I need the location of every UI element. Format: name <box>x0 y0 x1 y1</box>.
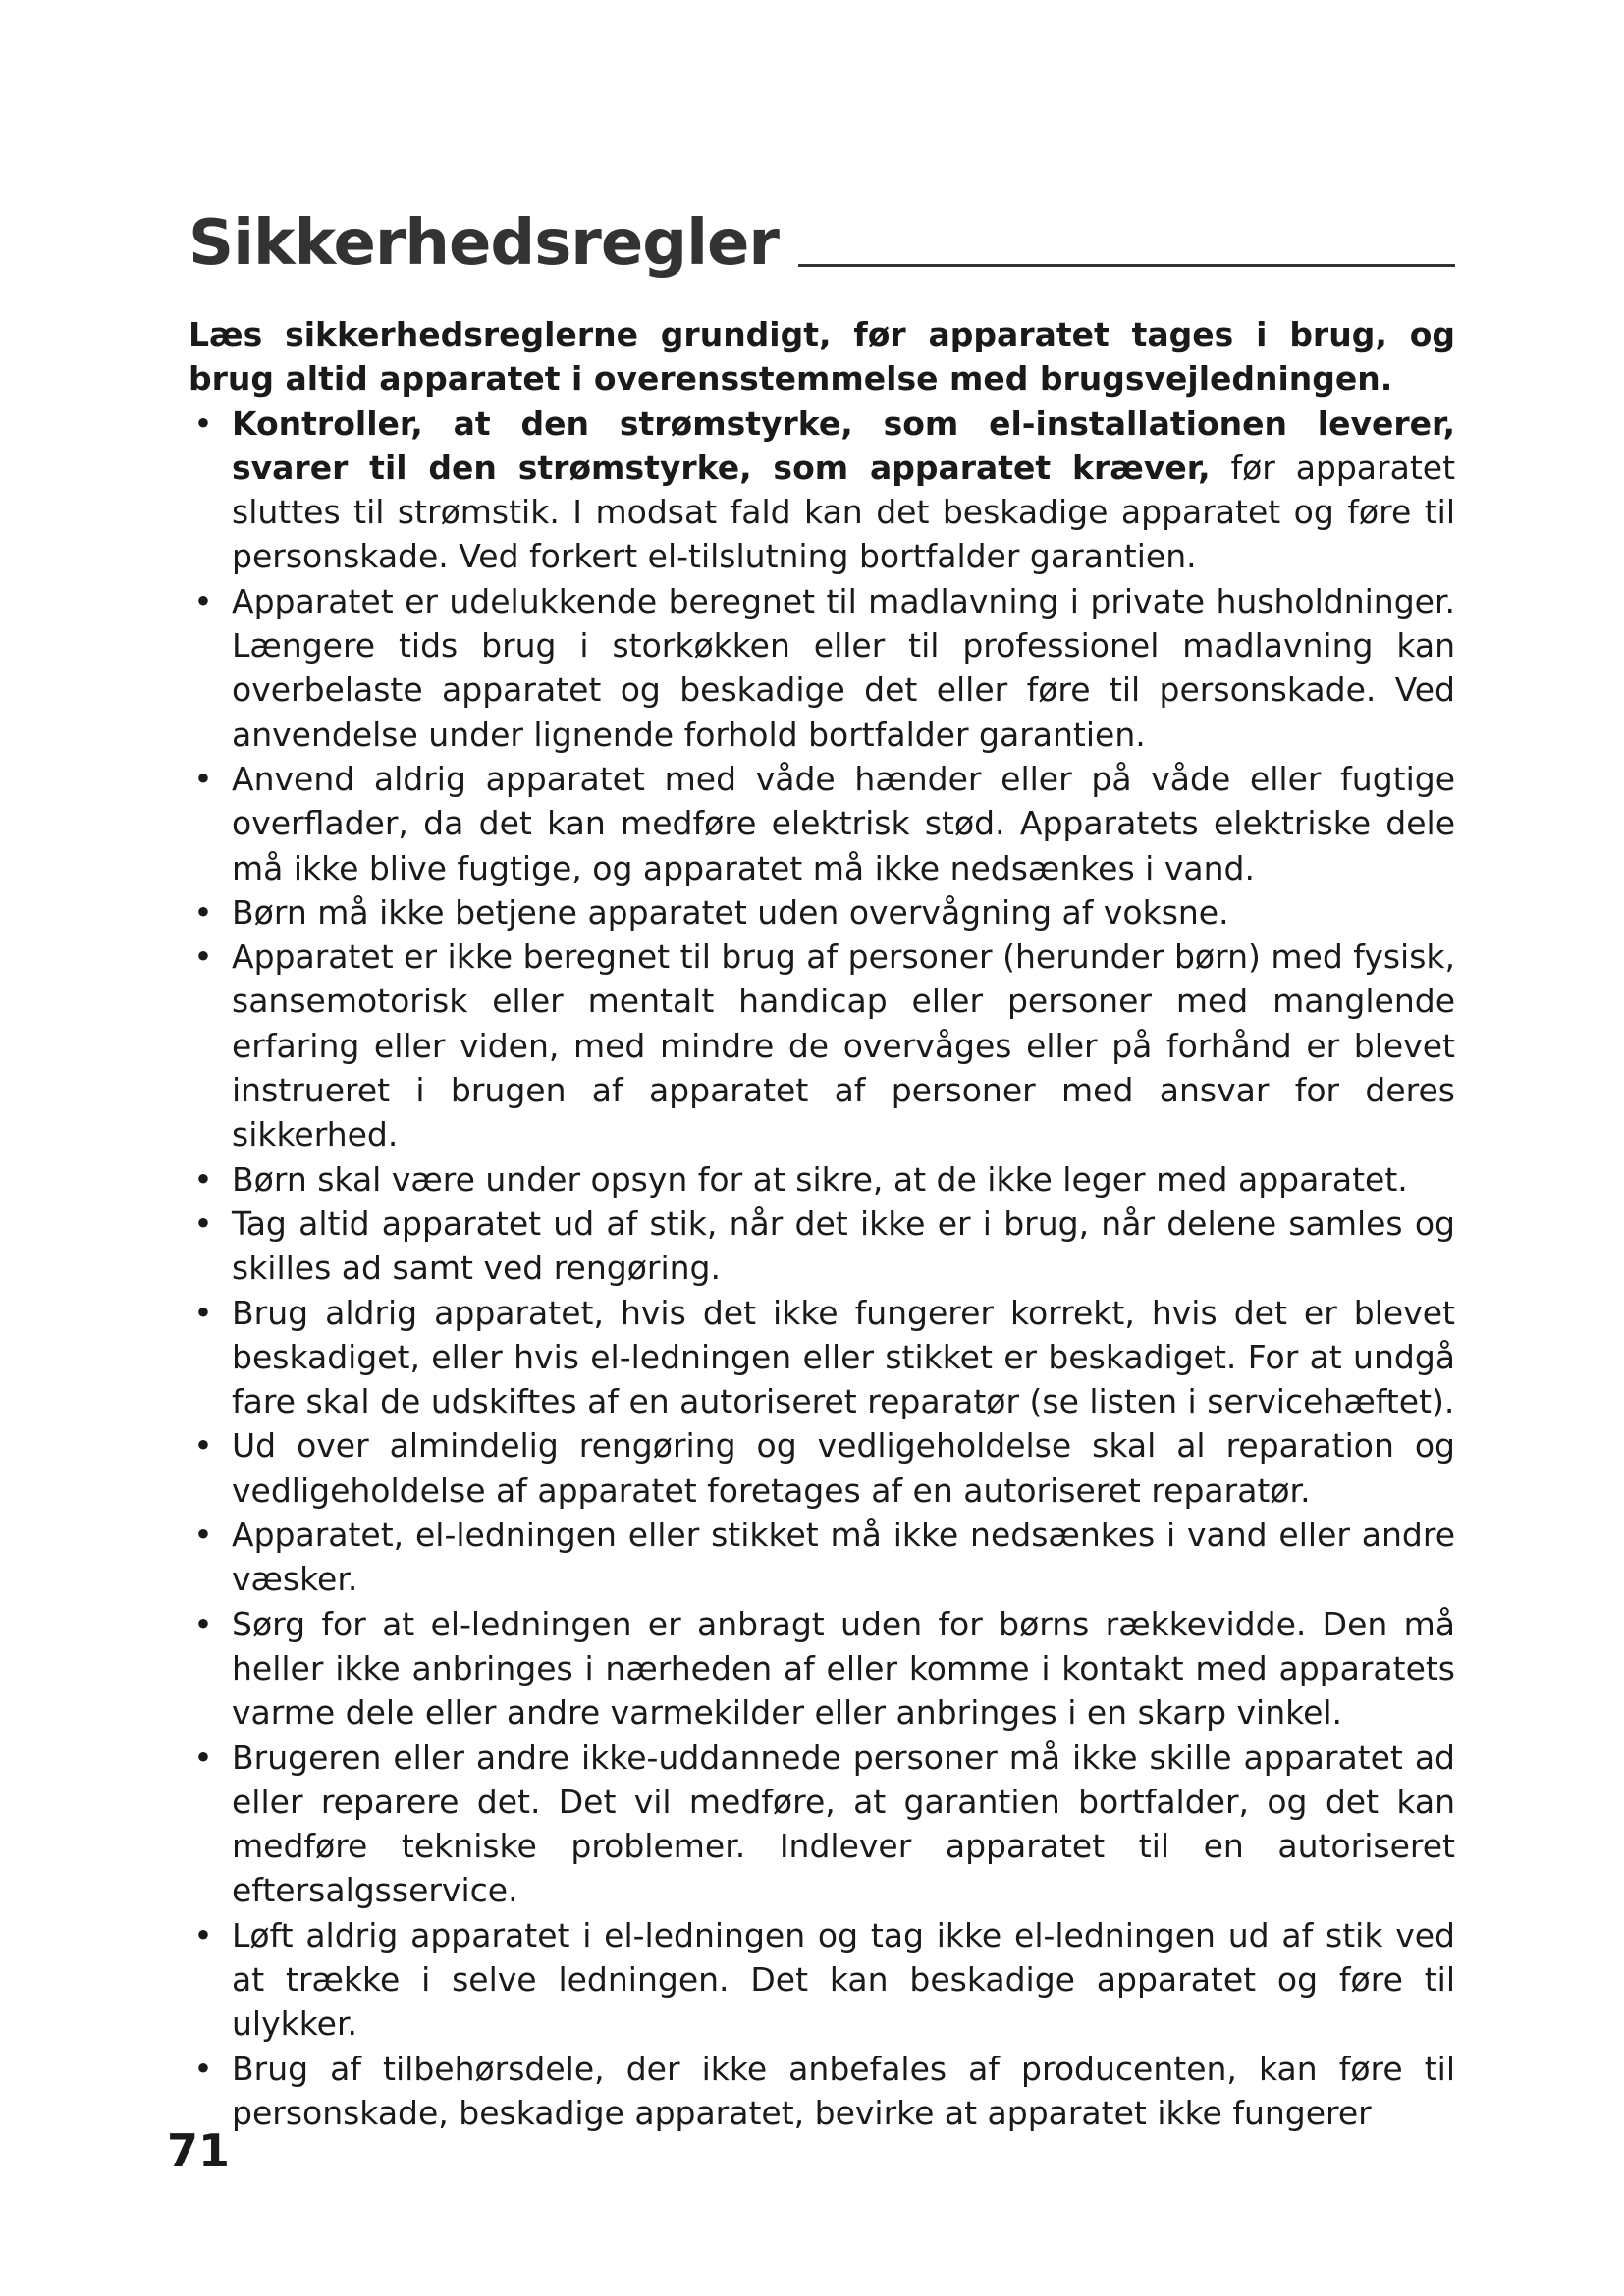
bullet-icon: • <box>193 1737 213 1777</box>
safety-rule-item <box>189 1423 1455 1513</box>
safety-rule-item <box>189 1735 1455 1913</box>
safety-rule-item <box>189 1291 1455 1424</box>
bullet-icon: • <box>193 1516 213 1555</box>
safety-rule-item <box>189 2047 1455 2136</box>
rule-text: Løft aldrig apparatet i el-ledningen og tag ikke el-ledningen ud af stik ved at trække i selve ledningen. Det kan beskadige apparatet og føre til ulykker. <box>232 1915 1455 2044</box>
rule-text: Tag altid apparatet ud af stik, når det ikke er i brug, når delene samles og skilles ad samt ved rengøring. <box>232 1203 1455 1288</box>
rule-text: Sørg for at el-ledningen er anbragt uden for børns rækkevidde. Den må heller ikke anbringes i nærheden af eller komme i kontakt med apparatets varme dele eller andre varmekilder eller anbringes i en skarp vinkel. <box>232 1604 1455 1733</box>
bullet-icon: • <box>193 937 213 977</box>
safety-rule-item <box>189 1913 1455 2047</box>
bullet-icon: • <box>193 581 213 620</box>
bullet-icon: • <box>193 1159 213 1199</box>
rule-text: Brugeren eller andre ikke-uddannede personer må ikke skille apparatet ad eller reparere det. Det vil medføre, at garantien bortfalder, og det kan medføre tekniske problemer. Indlever apparatet til en autoriseret eftersalgsservice. <box>232 1737 1455 1910</box>
safety-rule-item <box>189 579 1455 757</box>
safety-rule-item <box>189 1602 1455 1735</box>
bullet-icon: • <box>193 892 213 932</box>
rule-text: før apparatet sluttes til strømstik. I modsat fald kan det beskadige apparatet og føre til personskade. Ved forkert el-tilslutning bortfalder garantien. <box>232 448 1456 576</box>
rule-text: Apparatet, el-ledningen eller stikket må ikke nedsænkes i vand eller andre væsker. <box>232 1516 1455 1599</box>
safety-rule-item <box>189 757 1455 890</box>
bullet-icon: • <box>193 403 213 443</box>
bullet-icon: • <box>193 2049 213 2088</box>
safety-rules-list <box>189 401 1455 2136</box>
rule-text: Anvend aldrig apparatet med våde hænder eller på våde eller fugtige overflader, da det kan medføre elektrisk stød. Apparatets elektriske dele må ikke blive fugtige, og apparatet må ikke nedsænkes i vand. <box>232 759 1455 887</box>
rule-text: Brug aldrig apparatet, hvis det ikke fungerer korrekt, hvis det er blevet beskadiget, eller hvis el-ledningen eller stikket er beskadiget. For at undgå fare skal de udskiftes af en autoriseret reparatør (se listen i servicehæftet). <box>232 1293 1455 1421</box>
safety-rule-item <box>189 1513 1455 1602</box>
rule-text: Brug af tilbehørsdele, der ikke anbefales af producenten, kan føre til personskade, beskadige apparatet, bevirke at apparatet ikke fungerer <box>232 2049 1455 2132</box>
bullet-icon: • <box>193 1604 213 1643</box>
rule-text: Børn må ikke betjene apparatet uden overvågning af voksne. <box>232 892 1229 932</box>
rule-text: Ud over almindelig rengøring og vedligeholdelse skal al reparation og vedligeholdelse af apparatet foretages af en autoriseret reparatør. <box>232 1426 1455 1510</box>
safety-rule-item <box>189 1157 1455 1201</box>
page-title: Sikkerhedsregler <box>189 207 779 280</box>
safety-rule-item <box>189 934 1455 1156</box>
rule-text: Apparatet er udelukkende beregnet til madlavning i private husholdninger. Længere tids brug i storkøkken eller til professionel madlavning kan overbelaste apparatet og beskadige det eller føre til personskade. Ved anvendelse under lignende forhold bortfalder garantien. <box>232 581 1455 754</box>
bullet-icon: • <box>193 1203 213 1243</box>
page-number: 71 <box>167 2124 231 2177</box>
rule-text: Apparatet er ikke beregnet til brug af personer (herunder børn) med fysisk, sansemotorisk eller mentalt handicap eller personer med manglende erfaring eller viden, med mindre de overvåges eller på forhånd er blevet instrueret i brugen af apparatet af personer med ansvar for deres sikkerhed. <box>232 937 1455 1154</box>
rule-bold-text: Kontroller, at den strømstyrke, som el-installationen leverer, svarer til den strømstyrke, som apparatet kræver, <box>232 403 1455 487</box>
intro-paragraph: Læs sikkerhedsreglerne grundigt, før apparatet tages i brug, og brug altid apparatet i overensstemmelse med brugsvejledningen. <box>189 315 1455 399</box>
bullet-icon: • <box>193 1915 213 1954</box>
rule-text: Børn skal være under opsyn for at sikre, at de ikke leger med apparatet. <box>232 1159 1408 1199</box>
bullet-icon: • <box>193 1293 213 1332</box>
bullet-icon: • <box>193 759 213 798</box>
safety-rule-item <box>189 1201 1455 1291</box>
bullet-icon: • <box>193 1426 213 1466</box>
safety-rule-item <box>189 401 1455 579</box>
content <box>189 312 1455 2135</box>
title-row <box>189 187 1455 280</box>
title-underline <box>798 264 1455 267</box>
safety-rule-item <box>189 890 1455 934</box>
